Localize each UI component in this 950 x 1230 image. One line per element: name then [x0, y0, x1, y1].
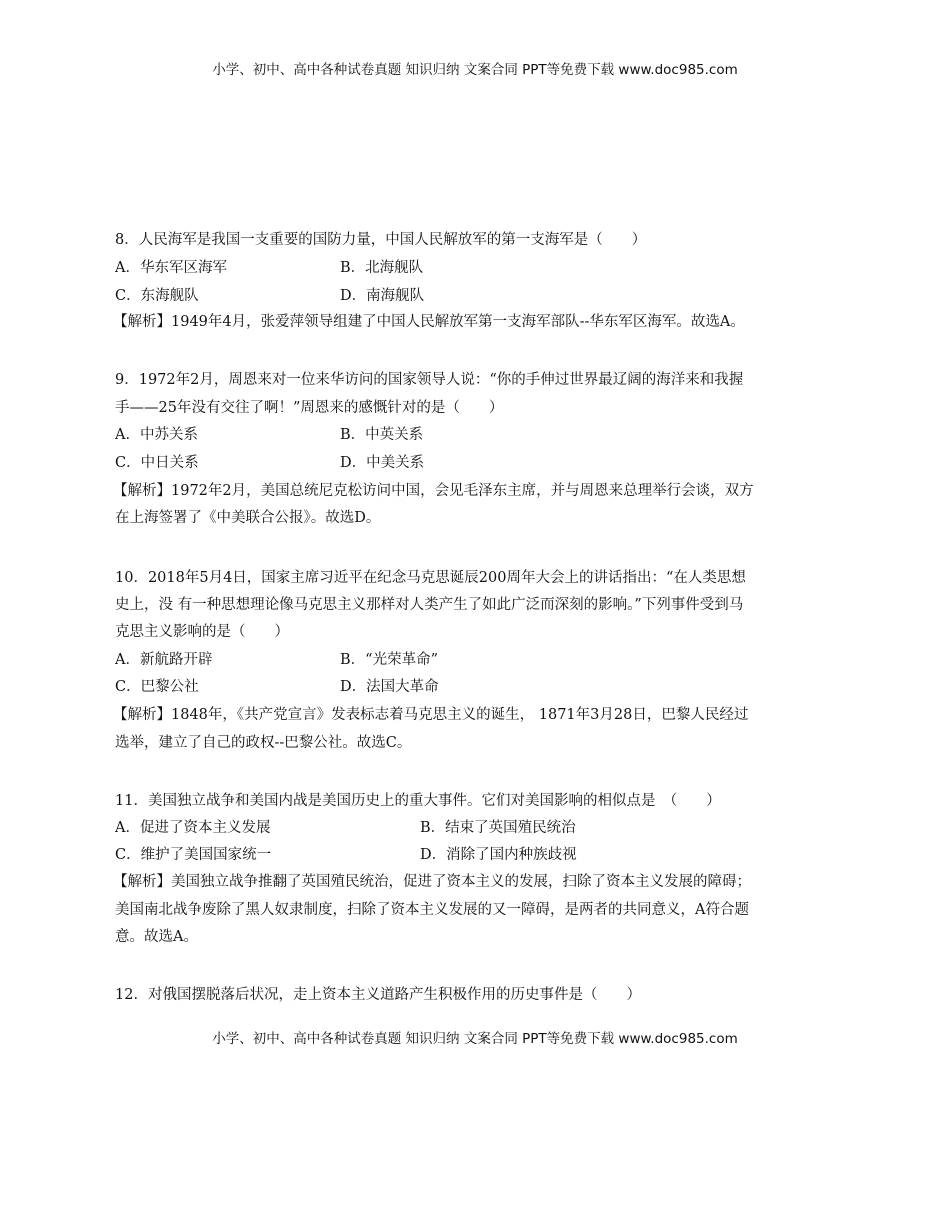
question-8-stem: 8．人民海军是我国一支重要的国防力量，中国人民解放军的第一支海军是（ ） — [115, 232, 647, 248]
page-footer: 小学、初中、高中各种试卷真题 知识归纳 文案合同 PPT等免费下载 www.doc985.com — [212, 1031, 738, 1047]
question-8-option-d: D．南海舰队 — [340, 288, 425, 304]
question-10-option-c: C．巴黎公社 — [115, 679, 199, 695]
question-10-option-a: A．新航路开辟 — [115, 652, 213, 668]
question-11-analysis-line2: 美国南北战争废除了黑人奴隶制度，扫除了资本主义发展的又一障碍，是两者的共同意义，A符合题 — [115, 902, 749, 918]
question-12-stem: 12．对俄国摆脱落后状况，走上资本主义道路产生积极作用的历史事件是（ ） — [115, 987, 641, 1003]
question-10-analysis-line1: 【解析】1848年，《共产党宣言》发表标志着马克思主义的诞生， 1871年3月28日，巴黎人民经过 — [113, 707, 749, 723]
question-10-stem-line3: 克思主义影响的是（ ） — [115, 624, 289, 640]
question-11-option-b: B．结束了英国殖民统治 — [420, 820, 576, 836]
question-10-option-d: D．法国大革命 — [340, 679, 439, 695]
question-11-option-a: A．促进了资本主义发展 — [115, 820, 271, 836]
question-11-option-d: D．消除了国内种族歧视 — [420, 847, 577, 863]
question-9-analysis-line1: 【解析】1972年2月，美国总统尼克松访问中国，会见毛泽东主席，并与周恩来总理举行会谈，双方 — [113, 483, 754, 499]
question-10-stem-line1: 10．2018年5月4日，国家主席习近平在纪念马克思诞辰200周年大会上的讲话指出：“在人类思想 — [115, 570, 746, 586]
question-8-option-b: B．北海舰队 — [340, 260, 424, 276]
question-9-stem-line1: 9．1972年2月，周恩来对一位来华访问的国家领导人说：“你的手伸过世界最辽阔的海洋来和我握 — [115, 372, 744, 388]
question-9-analysis-line2: 在上海签署了《中美联合公报》。故选D。 — [115, 510, 381, 526]
question-8-option-c: C．东海舰队 — [115, 288, 199, 304]
question-9-stem-line2: 手——25年没有交往了啊！”周恩来的感慨针对的是（ ） — [115, 400, 504, 416]
question-8-analysis: 【解析】1949年4月，张爱萍领导组建了中国人民解放军第一支海军部队--华东军区海军。故选A。 — [113, 314, 745, 330]
question-9-option-c: C．中日关系 — [115, 455, 199, 471]
question-11-option-c: C．维护了美国国家统一 — [115, 847, 272, 863]
question-11-analysis-line3: 意。故选A。 — [115, 929, 198, 945]
question-8-option-a: A．华东军区海军 — [115, 260, 227, 276]
question-10-stem-line2: 史上，没 有一种思想理论像马克思主义那样对人类产生了如此广泛而深刻的影响。”下列事件受到马 — [115, 597, 744, 613]
question-10-analysis-line2: 选举，建立了自己的政权--巴黎公社。故选C。 — [115, 735, 412, 751]
question-10-option-b: B．“光荣革命” — [340, 652, 438, 668]
question-9-option-b: B．中英关系 — [340, 427, 424, 443]
question-11-analysis-line1: 【解析】美国独立战争推翻了英国殖民统治，促进了资本主义的发展，扫除了资本主义发展的障碍； — [113, 874, 751, 890]
question-9-option-a: A．中苏关系 — [115, 427, 198, 443]
question-9-option-d: D．中美关系 — [340, 455, 425, 471]
page-header: 小学、初中、高中各种试卷真题 知识归纳 文案合同 PPT等免费下载 www.doc985.com — [212, 62, 738, 78]
question-11-stem: 11．美国独立战争和美国内战是美国历史上的重大事件。它们对美国影响的相似点是 （ ） — [115, 793, 721, 809]
